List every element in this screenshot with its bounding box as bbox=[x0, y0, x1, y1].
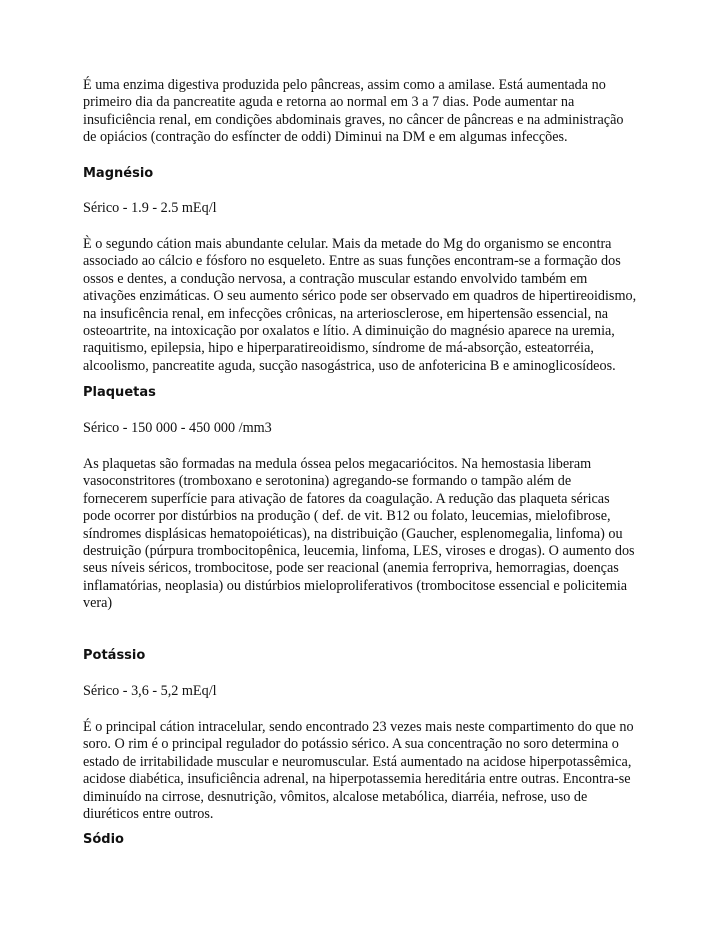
reference-range-potassio: Sérico - 3,6 - 5,2 mEq/l bbox=[83, 683, 217, 699]
reference-range-magnesio: Sérico - 1.9 - 2.5 mEq/l bbox=[83, 200, 217, 216]
reference-range-plaquetas: Sérico - 150 000 - 450 000 /mm3 bbox=[83, 420, 272, 436]
intro-paragraph: É uma enzima digestiva produzida pelo pâncreas, assim como a amilase. Está aumentada no primeiro dia da pancreatite aguda e retorna ao normal em 3 a 7 dias. Pode aumentar na insuficiência renal, em condições abdominais graves, no câncer de pâncreas e na administração de opiácios (contração do esfíncter de oddi) Diminui na DM e em algumas infecções. bbox=[83, 77, 624, 146]
section-body-plaquetas: As plaquetas são formadas na medula óssea pelos megacariócitos. Na hemostasia liberam vasoconstritores (tromboxano e serotonina) agregando-se formando o tampão além de fornecerem superfície para ativação de fatores da coagulação. A redução das plaqueta séricas pode ocorrer por distúrbios na produção ( def. de vit. B12 ou folato, leucemias, mielofibrose, síndromes displásicas hematopoiéticas), na distribuição (Gaucher, esplenomegalia, linfoma) ou destruição (púrpura trombocitopênica, leucemia, linfoma, LES, viroses e drogas). O aumento dos seus níveis séricos, trombocitose, pode ser reacional (anemia ferropriva, hemorragias, doenças inflamatórias, neoplasia) ou distúrbios mieloproliferativos (trombocitose essencial e policitemia vera) bbox=[83, 456, 635, 612]
section-body-magnesio: È o segundo cátion mais abundante celular. Mais da metade do Mg do organismo se encontra associado ao cálcio e fósforo no esqueleto. Entre as suas funções encontram-se a formação dos ossos e dentes, a condução nervosa, a contração muscular estando envolvido também em ativações enzimáticas. O seu aumento sérico pode ser observado em quadros de hipertireoidismo, na insuficência renal, em infecções crônicas, na arteriosclerose, em hipertensão essencial, na osteoartrite, na intoxicação por oxalatos e lítio. A diminuição do magnésio aparece na uremia, raquitismo, epilepsia, hipo e hiperparatireoidismo, síndrome de má-absorção, esteatorréia, alcoolismo, pancreatite aguda, sucção nasogástrica, uso de anfotericina B e aminoglicosídeos. bbox=[83, 236, 637, 374]
section-heading-magnesio: Magnésio bbox=[83, 166, 154, 181]
section-body-potassio: É o principal cátion intracelular, sendo encontrado 23 vezes mais neste compartimento do que no soro. O rim é o principal regulador do potássio sérico. A sua concentração no soro determina o estado de irritabilidade muscular e neuromuscular. Está aumentado na acidose hiperpotassêmica, acidose diabética, insuficiência adrenal, na hiperpotassemia hereditária entre outras. Encontra-se diminuído na cirrose, desnutrição, vômitos, alcalose metabólica, diarréia, nefrose, uso de diuréticos entre outros. bbox=[83, 719, 634, 823]
section-heading-potassio: Potássio bbox=[83, 648, 146, 663]
section-heading-sodio: Sódio bbox=[83, 832, 124, 847]
section-heading-plaquetas: Plaquetas bbox=[83, 385, 156, 400]
